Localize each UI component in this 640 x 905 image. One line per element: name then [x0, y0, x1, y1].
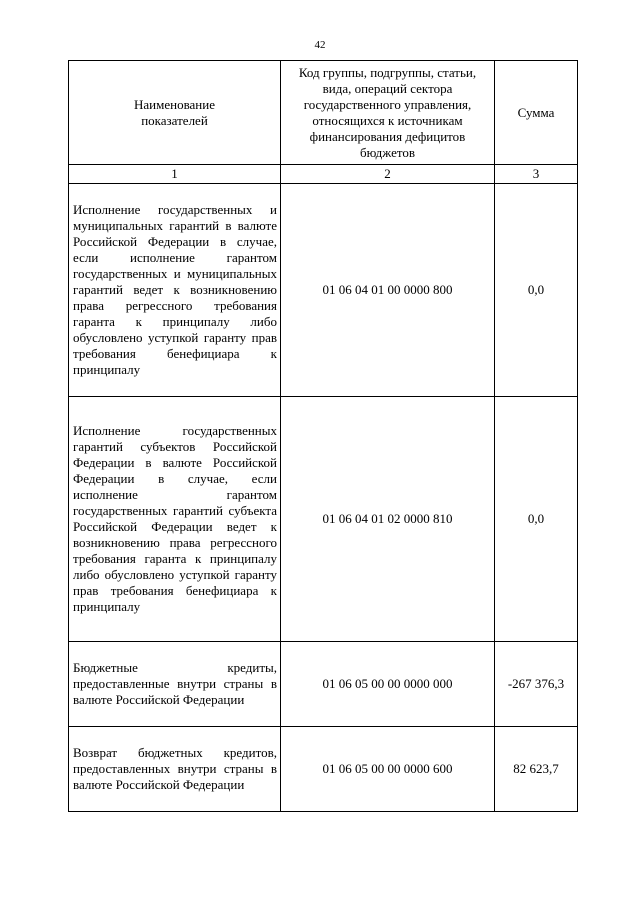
row-sum-cell: 0,0: [495, 184, 578, 397]
row-sum-cell: 0,0: [495, 397, 578, 642]
row-code-cell: 01 06 04 01 02 0000 810: [281, 397, 495, 642]
table-row: [69, 397, 578, 642]
row-sum-cell: -267 376,3: [495, 642, 578, 727]
header-sum-cell: [495, 61, 578, 165]
row-sum-cell: 82 623,7: [495, 727, 578, 812]
column-number-row: [69, 165, 578, 184]
row-code-cell: 01 06 05 00 00 0000 600: [281, 727, 495, 812]
row-name-cell: Возврат бюджетных кредитов, предоставленных внутри страны в валюте Российской Федерации: [69, 727, 281, 812]
financing-sources-table: [68, 60, 578, 812]
table-row: [69, 184, 578, 397]
table-row: [69, 727, 578, 812]
row-name-cell: Исполнение государственных и муниципальных гарантий в валюте Российской Федерации в случае, если исполнение гарантом государственных и муниципальных гарантий ведет к возникновению права регрессного требования гаранта к принципалу либо обусловлено уступкой гаранту прав требования бенефициара к принципалу: [69, 184, 281, 397]
column-number-1: 1: [69, 165, 281, 184]
column-number-2: 2: [281, 165, 495, 184]
column-number-3: 3: [495, 165, 578, 184]
header-sum-label: Сумма: [517, 104, 555, 120]
page-number: 42: [314, 39, 326, 51]
row-name-cell: Исполнение государственных гарантий субъектов Российской Федерации в валюте Российской Федерации в случае, если исполнение гарантом государственных гарантий субъекта Российской Федерации ведет к возникновению права регрессного требования гаранта к принципалу либо обусловлено уступкой гаранту прав требования бенефициара к принципалу: [69, 397, 281, 642]
header-code-cell: [281, 61, 495, 165]
row-code-cell: 01 06 04 01 00 0000 800: [281, 184, 495, 397]
header-code-label: Код группы, подгруппы, статьи, вида, операций сектора государственного управления, относящихся к источникам финансирования дефицитов бюджетов: [298, 64, 477, 160]
table-header-row: [69, 61, 578, 165]
row-name-cell: Бюджетные кредиты, предоставленные внутри страны в валюте Российской Федерации: [69, 642, 281, 727]
header-name-label: Наименование показателей: [134, 96, 215, 128]
table-row: [69, 642, 578, 727]
row-code-cell: 01 06 05 00 00 0000 000: [281, 642, 495, 727]
header-name-cell: [69, 61, 281, 165]
